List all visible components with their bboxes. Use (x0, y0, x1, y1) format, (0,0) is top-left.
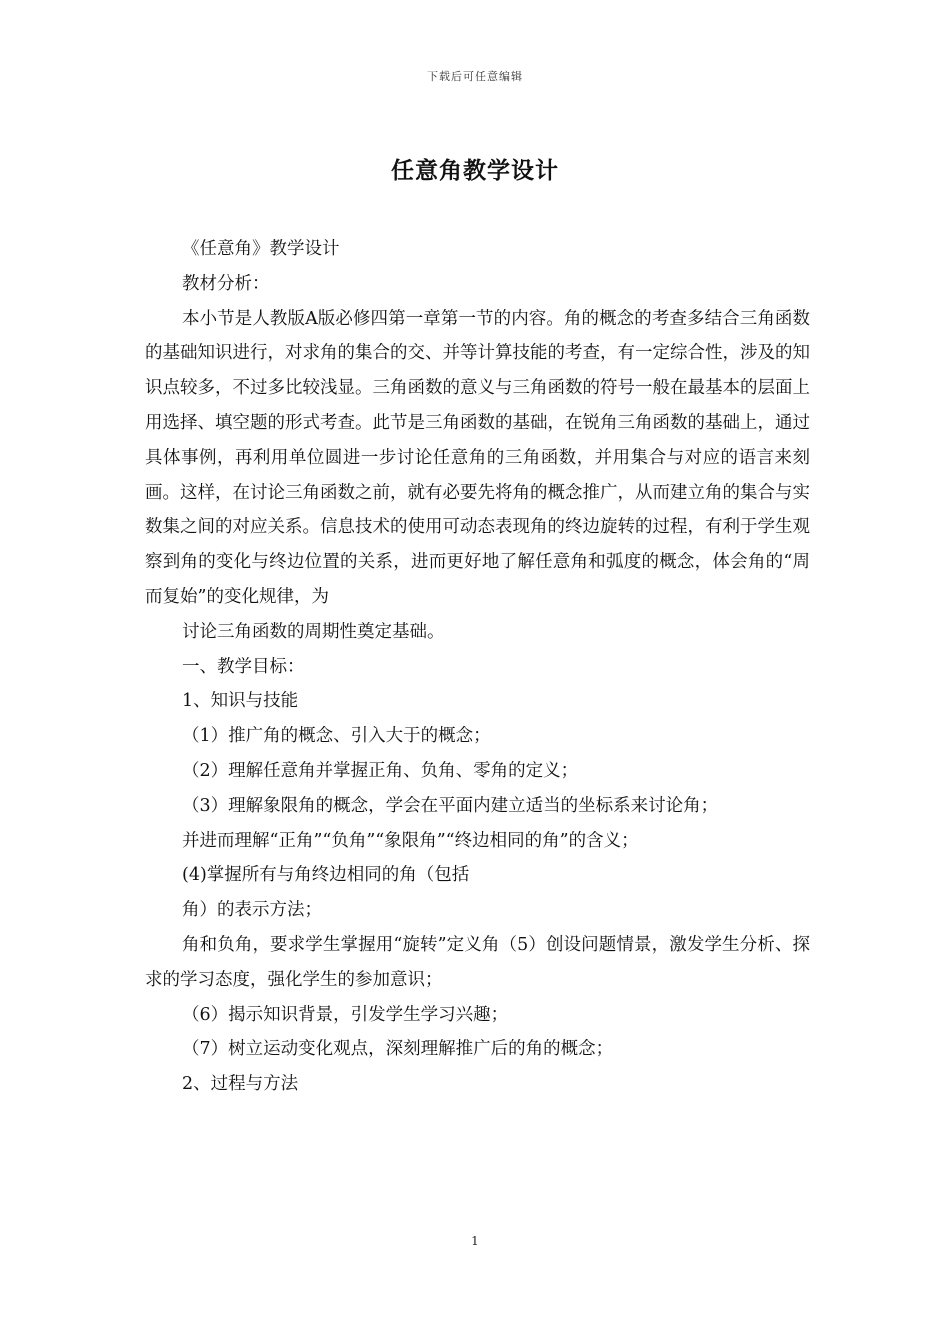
paragraph-goal-7: （7）树立运动变化观点，深刻理解推广后的角的概念； (182, 1039, 614, 1060)
paragraph-heading-goals: 一、教学目标： (182, 656, 305, 677)
paragraph-goal-4: (4)掌握所有与角终边相同的角（包括 (182, 865, 470, 886)
paragraph-goal-5: 角和负角，要求学生掌握用“旋转”定义角（5）创设问题情景，激发学生分析、探求的学习态度，强化学生的参加意识； (145, 934, 810, 990)
paragraph-heading-analysis: 教材分析： (182, 273, 270, 294)
paragraph-heading-knowledge: 1、知识与技能 (182, 691, 299, 712)
paragraph-goal-2: （2）理解任意角并掌握正角、负角、零角的定义； (182, 760, 579, 781)
paragraph-goal-4-cont: 角）的表示方法； (182, 900, 322, 921)
paragraph-analysis-tail: 讨论三角函数的周期性奠定基础。 (182, 621, 445, 642)
paragraph-goal-6: （6）揭示知识背景，引发学生学习兴趣； (182, 1004, 509, 1025)
paragraph-subtitle: 《任意角》教学设计 (182, 239, 340, 259)
document-body (145, 232, 810, 1102)
header-note: 下载后可任意编辑 (427, 70, 523, 83)
page-number: 1 (471, 1234, 479, 1248)
paragraph-analysis-body: 本小节是人教版A版必修四第一章第一节的内容。角的概念的考查多结合三角函数的基础知识进行，对求角的集合的交、并等计算技能的考查，有一定综合性，涉及的知识点较多，不过多比较浅显。三角函数的意义与三角函数的符号一般在最基本的层面上用选择、填空题的形式考查。此节是三角函数的基础，在锐角三角函数的基础上，通过具体事例，再利用单位圆进一步讨论任意角的三角函数，并用集合与对应的语言来刻画。这样，在讨论三角函数之前，就有必要先将角的概念推广，从而建立角的集合与实数集之间的对应关系。信息技术的使用可动态表现角的终边旋转的过程，有利于学生观察到角的变化与终边位置的关系，进而更好地了解任意角和弧度的概念，体会角的“周而复始”的变化规律，为 (145, 308, 810, 607)
paragraph-goal-3-cont: 并进而理解“正角”“负角”“象限角”“终边相同的角”的含义； (182, 830, 639, 851)
paragraph-heading-process: 2、过程与方法 (182, 1074, 299, 1095)
paragraph-goal-3: （3）理解象限角的概念，学会在平面内建立适当的坐标系来讨论角； (182, 795, 719, 816)
document-title: 任意角教学设计 (391, 158, 559, 184)
paragraph-goal-1: （1）推广角的概念、引入大于的概念； (182, 726, 491, 747)
